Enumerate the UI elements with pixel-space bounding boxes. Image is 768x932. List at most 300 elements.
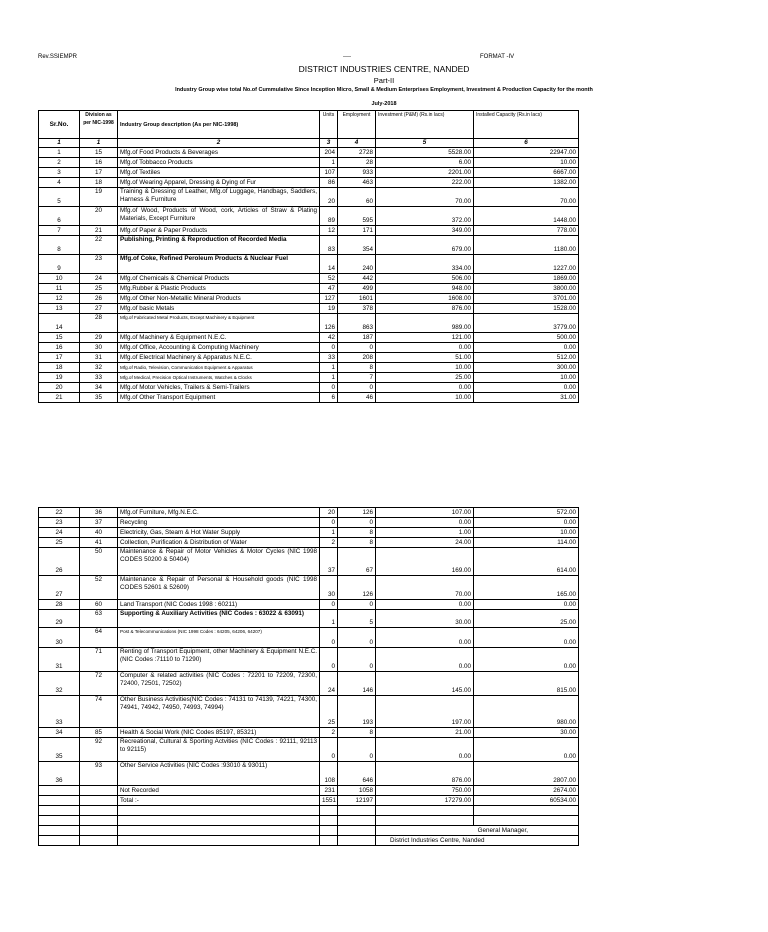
table-row <box>39 648 579 672</box>
description-cell: Mfg.of basic Metals <box>118 304 320 314</box>
col-units-header: Units <box>320 111 338 139</box>
capacity-cell: 3701.00 <box>474 294 579 304</box>
table-row <box>39 610 579 628</box>
capacity-cell: 0.00 <box>474 343 579 353</box>
employment-cell: 8 <box>338 363 376 373</box>
units-cell: 1 <box>320 363 338 373</box>
table-row <box>39 148 579 158</box>
employment-cell: 171 <box>338 226 376 236</box>
units-cell: 0 <box>320 628 338 648</box>
sr-no-cell: 2 <box>39 158 80 168</box>
employment-cell: 12197 <box>338 796 376 806</box>
division-cell: 74 <box>80 696 118 728</box>
division-cell: 20 <box>80 207 118 226</box>
investment-cell: 876.00 <box>376 762 474 786</box>
division-cell: 35 <box>80 393 118 403</box>
investment-cell: 169.00 <box>376 548 474 576</box>
report-subtitle: Industry Group wise total No.of Cummulative Since Inception Micro, Small & Medium Enterprises Employment, Investment & Production Capacity for the month <box>175 87 593 93</box>
table-row <box>39 528 579 538</box>
table-row <box>39 188 579 207</box>
description-cell: Other Business Activities(NIC Codes : 74131 to 74139, 74221, 74300, 74941, 74942, 74950, 74993, 74994) <box>118 696 320 728</box>
units-cell: 33 <box>320 353 338 363</box>
units-cell: 52 <box>320 274 338 284</box>
capacity-cell: 500.00 <box>474 333 579 343</box>
description-cell: Mfg.of Furniture, Mfg.N.E.C. <box>118 508 320 518</box>
capacity-cell: 1382.00 <box>474 178 579 188</box>
division-cell: 19 <box>80 188 118 207</box>
table-row <box>39 508 579 518</box>
table-header-row <box>39 111 579 139</box>
sr-no-cell <box>39 786 80 796</box>
division-cell: 25 <box>80 284 118 294</box>
units-cell: 2 <box>320 538 338 548</box>
division-cell <box>80 796 118 806</box>
table-row <box>39 343 579 353</box>
description-cell: Mfg.of Fabricated Metal Products, Except Machinery & Equipment <box>118 314 320 333</box>
employment-cell: 60 <box>338 188 376 207</box>
employment-cell: 8 <box>338 728 376 738</box>
description-cell: Mfg.of Office, Accounting & Computing Machinery <box>118 343 320 353</box>
table-row <box>39 353 579 363</box>
colnum-cell: 6 <box>474 139 579 148</box>
capacity-cell: 0.00 <box>474 600 579 610</box>
units-cell: 1 <box>320 158 338 168</box>
description-cell: Mfg.of Tobbacco Products <box>118 158 320 168</box>
signature-row <box>39 826 579 836</box>
table-row <box>39 158 579 168</box>
employment-cell: 8 <box>338 528 376 538</box>
colnum-cell: 1 <box>39 139 80 148</box>
units-cell: 0 <box>320 738 338 762</box>
capacity-cell: 1528.00 <box>474 304 579 314</box>
investment-cell: 51.00 <box>376 353 474 363</box>
col-description-header: Industry Group description (As per NIC-1998) <box>118 111 320 139</box>
division-cell <box>80 786 118 796</box>
division-cell: 26 <box>80 294 118 304</box>
description-cell: Mfg.of Paper & Paper Products <box>118 226 320 236</box>
employment-cell: 863 <box>338 314 376 333</box>
table-row <box>39 363 579 373</box>
investment-cell: 30.00 <box>376 610 474 628</box>
sr-no-cell: 31 <box>39 648 80 672</box>
description-cell: Mfg.of Other Transport Equipment <box>118 393 320 403</box>
capacity-cell: 0.00 <box>474 518 579 528</box>
employment-cell: 1058 <box>338 786 376 796</box>
employment-cell: 240 <box>338 255 376 274</box>
division-cell: 21 <box>80 226 118 236</box>
table-row <box>39 600 579 610</box>
investment-cell: 0.00 <box>376 600 474 610</box>
sr-no-cell: 7 <box>39 226 80 236</box>
signatory-designation: General Manager, <box>376 826 579 836</box>
table-row <box>39 304 579 314</box>
description-cell: Health & Social Work (NIC Codes 85197, 85321) <box>118 728 320 738</box>
employment-cell: 28 <box>338 158 376 168</box>
description-cell: Other Service Activities (NIC Codes :93010 & 93011) <box>118 762 320 786</box>
division-cell: 18 <box>80 178 118 188</box>
units-cell: 20 <box>320 188 338 207</box>
employment-cell: 46 <box>338 393 376 403</box>
sr-no-cell: 5 <box>39 188 80 207</box>
division-cell: 22 <box>80 236 118 255</box>
investment-cell: 876.00 <box>376 304 474 314</box>
investment-cell: 506.00 <box>376 274 474 284</box>
division-cell: 29 <box>80 333 118 343</box>
units-cell: 89 <box>320 207 338 226</box>
units-cell: 37 <box>320 548 338 576</box>
description-cell: Mfg.of Machinery & Equipment N.E.C. <box>118 333 320 343</box>
description-cell: Mfg.of Chemicals & Chemical Products <box>118 274 320 284</box>
capacity-cell: 815.00 <box>474 672 579 696</box>
description-cell: Computer & related activities (NIC Codes : 72201 to 72209, 72300, 72400, 72501, 72502) <box>118 672 320 696</box>
division-cell: 72 <box>80 672 118 696</box>
units-cell: 108 <box>320 762 338 786</box>
report-month: July-2018 <box>371 101 397 107</box>
capacity-cell: 614.00 <box>474 548 579 576</box>
table-row <box>39 207 579 226</box>
blank-row <box>39 806 579 816</box>
sr-no-cell: 34 <box>39 728 80 738</box>
capacity-cell: 25.00 <box>474 610 579 628</box>
employment-cell: 146 <box>338 672 376 696</box>
division-cell: 17 <box>80 168 118 178</box>
investment-cell: 372.00 <box>376 207 474 226</box>
capacity-cell: 1448.00 <box>474 207 579 226</box>
description-cell: Mfg.of Wearing Apparel, Dressing & Dying of Fur <box>118 178 320 188</box>
employment-cell: 208 <box>338 353 376 363</box>
capacity-cell: 30.00 <box>474 728 579 738</box>
units-cell: 0 <box>320 648 338 672</box>
capacity-cell: 512.00 <box>474 353 579 363</box>
division-cell: 71 <box>80 648 118 672</box>
investment-cell: 2201.00 <box>376 168 474 178</box>
sr-no-cell: 35 <box>39 738 80 762</box>
description-cell: Mfg.of Other Non-Metallic Mineral Products <box>118 294 320 304</box>
division-cell: 64 <box>80 628 118 648</box>
table-row <box>39 728 579 738</box>
employment-cell: 5 <box>338 610 376 628</box>
signatory-office: District Industries Centre, Nanded <box>376 836 579 846</box>
capacity-cell: 572.00 <box>474 508 579 518</box>
capacity-cell: 0.00 <box>474 648 579 672</box>
description-cell: Mfg.of Electrical Machinery & Apparatus N.E.C. <box>118 353 320 363</box>
units-cell: 126 <box>320 314 338 333</box>
colnum-cell: 4 <box>338 139 376 148</box>
table-row <box>39 518 579 528</box>
units-cell: 1 <box>320 528 338 538</box>
investment-cell: 1.00 <box>376 528 474 538</box>
sr-no-cell: 29 <box>39 610 80 628</box>
sr-no-cell: 11 <box>39 284 80 294</box>
investment-cell: 70.00 <box>376 188 474 207</box>
sr-no-cell: 27 <box>39 576 80 600</box>
capacity-cell: 778.00 <box>474 226 579 236</box>
sr-no-cell: 26 <box>39 548 80 576</box>
investment-cell: 679.00 <box>376 236 474 255</box>
units-cell: 25 <box>320 696 338 728</box>
investment-cell: 10.00 <box>376 393 474 403</box>
description-cell: Mfg.of Food Products & Beverages <box>118 148 320 158</box>
units-cell: 42 <box>320 333 338 343</box>
units-cell: 19 <box>320 304 338 314</box>
capacity-cell: 22947.00 <box>474 148 579 158</box>
capacity-cell: 70.00 <box>474 188 579 207</box>
description-cell: Mfg.of Coke, Refined Peroleum Products & Nuclear Fuel <box>118 255 320 274</box>
employment-cell: 193 <box>338 696 376 728</box>
capacity-cell: 114.00 <box>474 538 579 548</box>
units-cell: 83 <box>320 236 338 255</box>
part-label: Part-II <box>373 76 395 85</box>
table-row <box>39 538 579 548</box>
capacity-cell: 1227.00 <box>474 255 579 274</box>
colnum-cell: 5 <box>376 139 474 148</box>
division-cell: 15 <box>80 148 118 158</box>
units-cell: 12 <box>320 226 338 236</box>
sr-no-cell: 10 <box>39 274 80 284</box>
industry-table-part2 <box>38 507 579 846</box>
sr-no-cell: 30 <box>39 628 80 648</box>
division-cell: 30 <box>80 343 118 353</box>
employment-cell: 0 <box>338 628 376 648</box>
colnum-cell: 3 <box>320 139 338 148</box>
employment-cell: 499 <box>338 284 376 294</box>
investment-cell: 5528.00 <box>376 148 474 158</box>
sr-no-cell: 1 <box>39 148 80 158</box>
employment-cell: 187 <box>338 333 376 343</box>
header-dash: ---- <box>343 54 351 60</box>
employment-cell: 354 <box>338 236 376 255</box>
table-row <box>39 696 579 728</box>
investment-cell: 349.00 <box>376 226 474 236</box>
investment-cell: 145.00 <box>376 672 474 696</box>
description-cell: Mfg.Rubber & Plastic Products <box>118 284 320 294</box>
sr-no-cell: 21 <box>39 393 80 403</box>
units-cell: 14 <box>320 255 338 274</box>
table-row <box>39 672 579 696</box>
investment-cell: 948.00 <box>376 284 474 294</box>
description-cell: Collection, Purification & Distribution of Water <box>118 538 320 548</box>
table-row <box>39 393 579 403</box>
sr-no-cell: 28 <box>39 600 80 610</box>
division-cell: 92 <box>80 738 118 762</box>
capacity-cell: 31.00 <box>474 393 579 403</box>
description-cell: Land Transport (NIC Codes 1998 : 60211) <box>118 600 320 610</box>
colnum-cell: 2 <box>118 139 320 148</box>
employment-cell: 378 <box>338 304 376 314</box>
employment-cell: 1601 <box>338 294 376 304</box>
employment-cell: 0 <box>338 600 376 610</box>
investment-cell: 0.00 <box>376 738 474 762</box>
col-srno-header: Sr.No. <box>39 111 80 139</box>
table-row <box>39 548 579 576</box>
units-cell: 24 <box>320 672 338 696</box>
capacity-cell: 300.00 <box>474 363 579 373</box>
units-cell: 1 <box>320 610 338 628</box>
investment-cell: 989.00 <box>376 314 474 333</box>
employment-cell: 8 <box>338 538 376 548</box>
division-cell: 16 <box>80 158 118 168</box>
units-cell: 20 <box>320 508 338 518</box>
col-employment-header: Employment <box>338 111 376 139</box>
industry-table-part1 <box>38 110 579 403</box>
description-cell: Total :- <box>118 796 320 806</box>
colnum-cell: 1 <box>80 139 118 148</box>
description-cell: Maintenance & Repair of Motor Vehicles & Motor Cycles (NIC 1998 CODES 50200 & 50404) <box>118 548 320 576</box>
col-investment-header: Investment (P&M) (Rs.in lacs) <box>376 111 474 139</box>
sr-no-cell: 36 <box>39 762 80 786</box>
table-row <box>39 314 579 333</box>
sr-no-cell: 6 <box>39 207 80 226</box>
investment-cell: 0.00 <box>376 518 474 528</box>
description-cell: Post & Telecommunications (NIC 1998 Codes : 64205, 64206, 64207) <box>118 628 320 648</box>
sr-no-cell: 33 <box>39 696 80 728</box>
sr-no-cell: 15 <box>39 333 80 343</box>
investment-cell: 197.00 <box>376 696 474 728</box>
division-cell: 27 <box>80 304 118 314</box>
investment-cell: 334.00 <box>376 255 474 274</box>
division-cell: 93 <box>80 762 118 786</box>
table-row <box>39 576 579 600</box>
capacity-cell: 0.00 <box>474 383 579 393</box>
employment-cell: 0 <box>338 738 376 762</box>
capacity-cell: 6667.00 <box>474 168 579 178</box>
employment-cell: 126 <box>338 576 376 600</box>
employment-cell: 0 <box>338 648 376 672</box>
units-cell: 0 <box>320 383 338 393</box>
sr-no-cell: 24 <box>39 528 80 538</box>
employment-cell: 595 <box>338 207 376 226</box>
investment-cell: 24.00 <box>376 538 474 548</box>
col-capacity-header: Installed Capacity (Rs.in lacs) <box>474 111 579 139</box>
description-cell: Recycling <box>118 518 320 528</box>
page-title: DISTRICT INDUSTRIES CENTRE, NANDED <box>298 64 470 74</box>
units-cell: 107 <box>320 168 338 178</box>
capacity-cell: 10.00 <box>474 158 579 168</box>
capacity-cell: 3800.00 <box>474 284 579 294</box>
table-row <box>39 738 579 762</box>
employment-cell: 7 <box>338 373 376 383</box>
investment-cell: 0.00 <box>376 343 474 353</box>
description-cell: Supporting & Auxiliary Activities (NIC Codes : 63022 & 63091) <box>118 610 320 628</box>
employment-cell: 2728 <box>338 148 376 158</box>
col-division-header: Division as per NIC-1998 <box>80 111 118 139</box>
investment-cell: 750.00 <box>376 786 474 796</box>
sr-no-cell: 23 <box>39 518 80 528</box>
sr-no-cell: 12 <box>39 294 80 304</box>
sr-no-cell: 19 <box>39 373 80 383</box>
division-cell: 60 <box>80 600 118 610</box>
capacity-cell: 3779.00 <box>474 314 579 333</box>
sr-no-cell: 22 <box>39 508 80 518</box>
investment-cell: 107.00 <box>376 508 474 518</box>
description-cell: Electricity, Gas, Steam & Hot Water Supply <box>118 528 320 538</box>
investment-cell: 70.00 <box>376 576 474 600</box>
sr-no-cell: 17 <box>39 353 80 363</box>
units-cell: 0 <box>320 518 338 528</box>
division-cell: 40 <box>80 528 118 538</box>
division-cell: 85 <box>80 728 118 738</box>
table-row <box>39 294 579 304</box>
table-row <box>39 274 579 284</box>
table-row <box>39 168 579 178</box>
description-cell: Mfg.of Wood, Products of Wood, cork, Articles of Straw & Plating Materials, Except Furniture <box>118 207 320 226</box>
table-row <box>39 373 579 383</box>
description-cell: Mfg.of Radio, Television, Communication Equipment & Apparatus <box>118 363 320 373</box>
division-cell: 52 <box>80 576 118 600</box>
sr-no-cell: 3 <box>39 168 80 178</box>
description-cell: Renting of Transport Equipment, other Machinery & Equipment N.E.C.(NIC Codes :71110 to 71290) <box>118 648 320 672</box>
table-row <box>39 255 579 274</box>
sr-no-cell: 9 <box>39 255 80 274</box>
units-cell: 231 <box>320 786 338 796</box>
capacity-cell: 60534.00 <box>474 796 579 806</box>
employment-cell: 442 <box>338 274 376 284</box>
employment-cell: 0 <box>338 518 376 528</box>
division-cell: 41 <box>80 538 118 548</box>
capacity-cell: 165.00 <box>474 576 579 600</box>
units-cell: 0 <box>320 343 338 353</box>
division-cell: 63 <box>80 610 118 628</box>
capacity-cell: 2674.00 <box>474 786 579 796</box>
employment-cell: 0 <box>338 343 376 353</box>
revision-code: Rev.SSIEMPR <box>38 54 77 60</box>
table-row <box>39 796 579 806</box>
employment-cell: 933 <box>338 168 376 178</box>
table-row <box>39 762 579 786</box>
sr-no-cell: 32 <box>39 672 80 696</box>
units-cell: 1 <box>320 373 338 383</box>
investment-cell: 121.00 <box>376 333 474 343</box>
capacity-cell: 10.00 <box>474 373 579 383</box>
investment-cell: 25.00 <box>376 373 474 383</box>
sr-no-cell <box>39 796 80 806</box>
table-row <box>39 628 579 648</box>
table-row <box>39 226 579 236</box>
table-row <box>39 236 579 255</box>
sr-no-cell: 18 <box>39 363 80 373</box>
investment-cell: 21.00 <box>376 728 474 738</box>
signature-office-row <box>39 836 579 846</box>
division-cell: 36 <box>80 508 118 518</box>
units-cell: 1551 <box>320 796 338 806</box>
column-number-row <box>39 139 579 148</box>
investment-cell: 0.00 <box>376 628 474 648</box>
description-cell: Mfg.of Textiles <box>118 168 320 178</box>
division-cell: 50 <box>80 548 118 576</box>
table-row <box>39 333 579 343</box>
capacity-cell: 1869.00 <box>474 274 579 284</box>
description-cell: Recreational, Cultural & Sporting Actvities (NIC Codes : 92111, 92113 to 92115) <box>118 738 320 762</box>
blank-row <box>39 816 579 826</box>
table-row <box>39 284 579 294</box>
sr-no-cell: 20 <box>39 383 80 393</box>
employment-cell: 126 <box>338 508 376 518</box>
division-cell: 23 <box>80 255 118 274</box>
division-cell: 32 <box>80 363 118 373</box>
sr-no-cell: 16 <box>39 343 80 353</box>
sr-no-cell: 8 <box>39 236 80 255</box>
investment-cell: 6.00 <box>376 158 474 168</box>
division-cell: 31 <box>80 353 118 363</box>
division-cell: 24 <box>80 274 118 284</box>
investment-cell: 1608.00 <box>376 294 474 304</box>
sr-no-cell: 13 <box>39 304 80 314</box>
units-cell: 2 <box>320 728 338 738</box>
employment-cell: 67 <box>338 548 376 576</box>
capacity-cell: 980.00 <box>474 696 579 728</box>
division-cell: 37 <box>80 518 118 528</box>
table-row <box>39 383 579 393</box>
